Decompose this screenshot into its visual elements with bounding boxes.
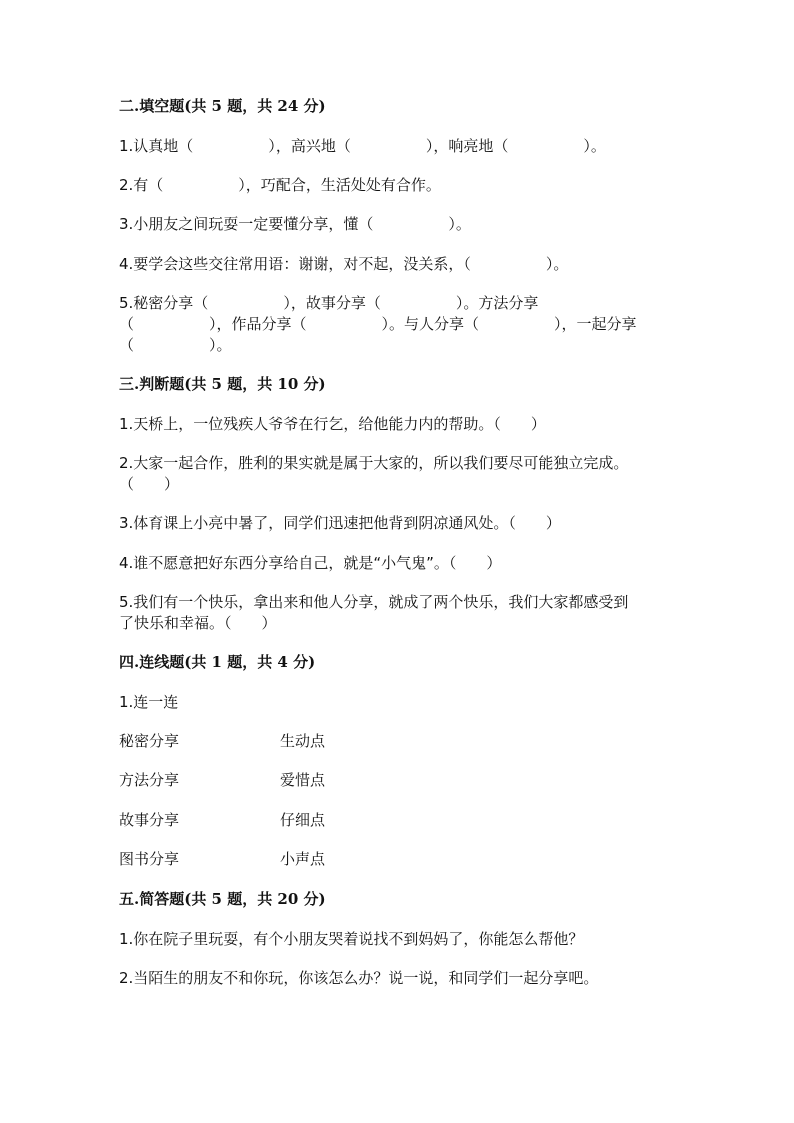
matching-left-item: 方法分享: [119, 771, 180, 789]
question-text: 2.有（ ），巧配合，生活处处有合作。: [119, 176, 441, 194]
question-text: （ ）。: [119, 336, 232, 354]
question-text: 2.大家一起合作，胜利的果实就是属于大家的，所以我们要尽可能独立完成。: [119, 454, 629, 472]
question-text: 5.我们有一个快乐，拿出来和他人分享，就成了两个快乐，我们大家都感受到: [119, 593, 629, 611]
question-text: 了快乐和幸福。（ ）: [119, 614, 277, 632]
matching-left-item: 图书分享: [119, 850, 180, 868]
question-text: 3.小朋友之间玩耍一定要懂分享，懂（ ）。: [119, 215, 471, 233]
matching-right-item: 仔细点: [280, 811, 326, 829]
matching-left-item: 秘密分享: [119, 732, 180, 750]
matching-left-item: 故事分享: [119, 811, 180, 829]
question-text: 1.认真地（ ），高兴地（ ），响亮地（ ）。: [119, 137, 606, 155]
question-text: 1.连一连: [119, 693, 179, 711]
question-text: 3.体育课上小亮中暑了，同学们迅速把他背到阴凉通风处。（ ）: [119, 514, 561, 532]
matching-right-item: 生动点: [280, 732, 326, 750]
matching-right-item: 小声点: [280, 850, 326, 868]
question-text: 1.天桥上，一位残疾人爷爷在行乞，给他能力内的帮助。（ ）: [119, 415, 546, 433]
matching-right-item: 爱惜点: [280, 771, 326, 789]
question-text: （ ）: [119, 475, 180, 493]
question-text: 4.要学会这些交往常用语：谢谢，对不起，没关系，（ ）。: [119, 255, 569, 273]
question-text: 5.秘密分享（ ），故事分享（ ）。方法分享: [119, 294, 539, 312]
section-heading-true-false: 三.判断题(共 5 题，共 10 分): [119, 375, 326, 393]
section-heading-short-answer: 五.简答题(共 5 题，共 20 分): [119, 890, 326, 908]
question-text: （ ），作品分享（ ）。与人分享（ ），一起分享: [119, 315, 637, 333]
question-text: 4.谁不愿意把好东西分享给自己，就是“小气鬼”。（ ）: [119, 554, 502, 572]
question-text: 1.你在院子里玩耍，有个小朋友哭着说找不到妈妈了，你能怎么帮他？: [119, 930, 584, 948]
section-heading-fill-blank: 二.填空题(共 5 题，共 24 分): [119, 97, 326, 115]
question-text: 2.当陌生的朋友不和你玩，你该怎么办？说一说，和同学们一起分享吧。: [119, 969, 599, 987]
section-heading-matching: 四.连线题(共 1 题，共 4 分): [119, 653, 316, 671]
